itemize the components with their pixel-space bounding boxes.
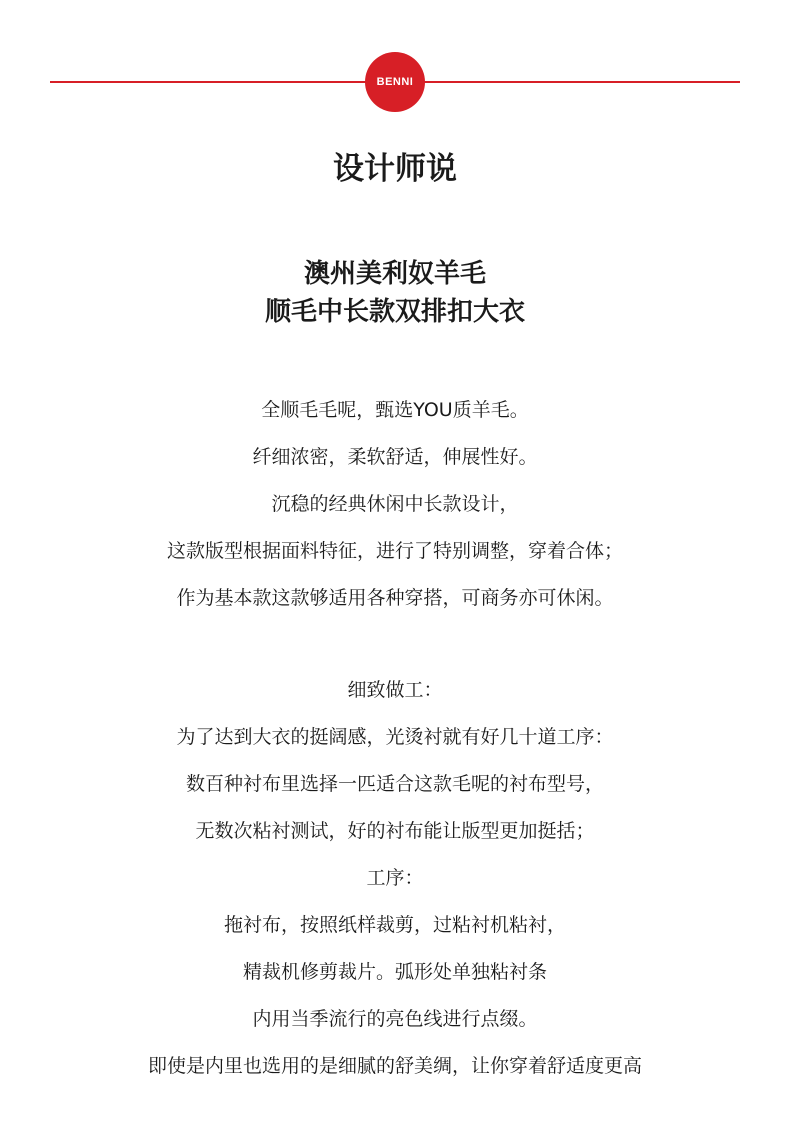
- craft-line: 为了达到大衣的挺阔感，光烫衬就有好几十道工序：: [176, 726, 614, 748]
- craft-line: 拖衬布，按照纸样裁剪，过粘衬机粘衬，: [223, 914, 566, 936]
- intro-line: 沉稳的经典休闲中长款设计，: [271, 493, 519, 515]
- intro-line: 纤细浓密，柔软舒适，伸展性好。: [252, 446, 538, 468]
- intro-line: 全顺毛毛呢，甄选YOU质羊毛。: [261, 399, 529, 421]
- brand-logo: [365, 52, 425, 112]
- craft-line: 即使是内里也选用的是细腻的舒美绸，让你穿着舒适度更高: [147, 1055, 642, 1077]
- craft-line: 内用当季流行的亮色线进行点缀。: [252, 1008, 538, 1030]
- intro-paragraph: [0, 398, 790, 633]
- craft-line: 数百种衬布里选择一匹适合这款毛呢的衬布型号，: [185, 773, 604, 795]
- craft-line: 无数次粘衬测试，好的衬布能让版型更加挺括；: [195, 820, 595, 842]
- brand-logo-text: BENNI: [376, 76, 414, 88]
- craft-heading: 细致做工：: [347, 679, 443, 701]
- intro-line: 作为基本款这款够适用各种穿搭，可商务亦可休闲。: [176, 587, 614, 609]
- product-title-line: 顺毛中长款双排扣大衣: [264, 297, 525, 327]
- process-heading: 工序：: [366, 867, 424, 889]
- craft-line: 精裁机修剪裁片。弧形处单独粘衬条: [242, 961, 547, 983]
- section-title: 设计师说: [333, 151, 457, 187]
- craft-paragraph: [0, 678, 790, 1101]
- product-title-line: 澳州美利奴羊毛: [303, 259, 486, 289]
- intro-line: 这款版型根据面料特征，进行了特别调整，穿着合体；: [166, 540, 623, 562]
- product-title: [0, 255, 790, 331]
